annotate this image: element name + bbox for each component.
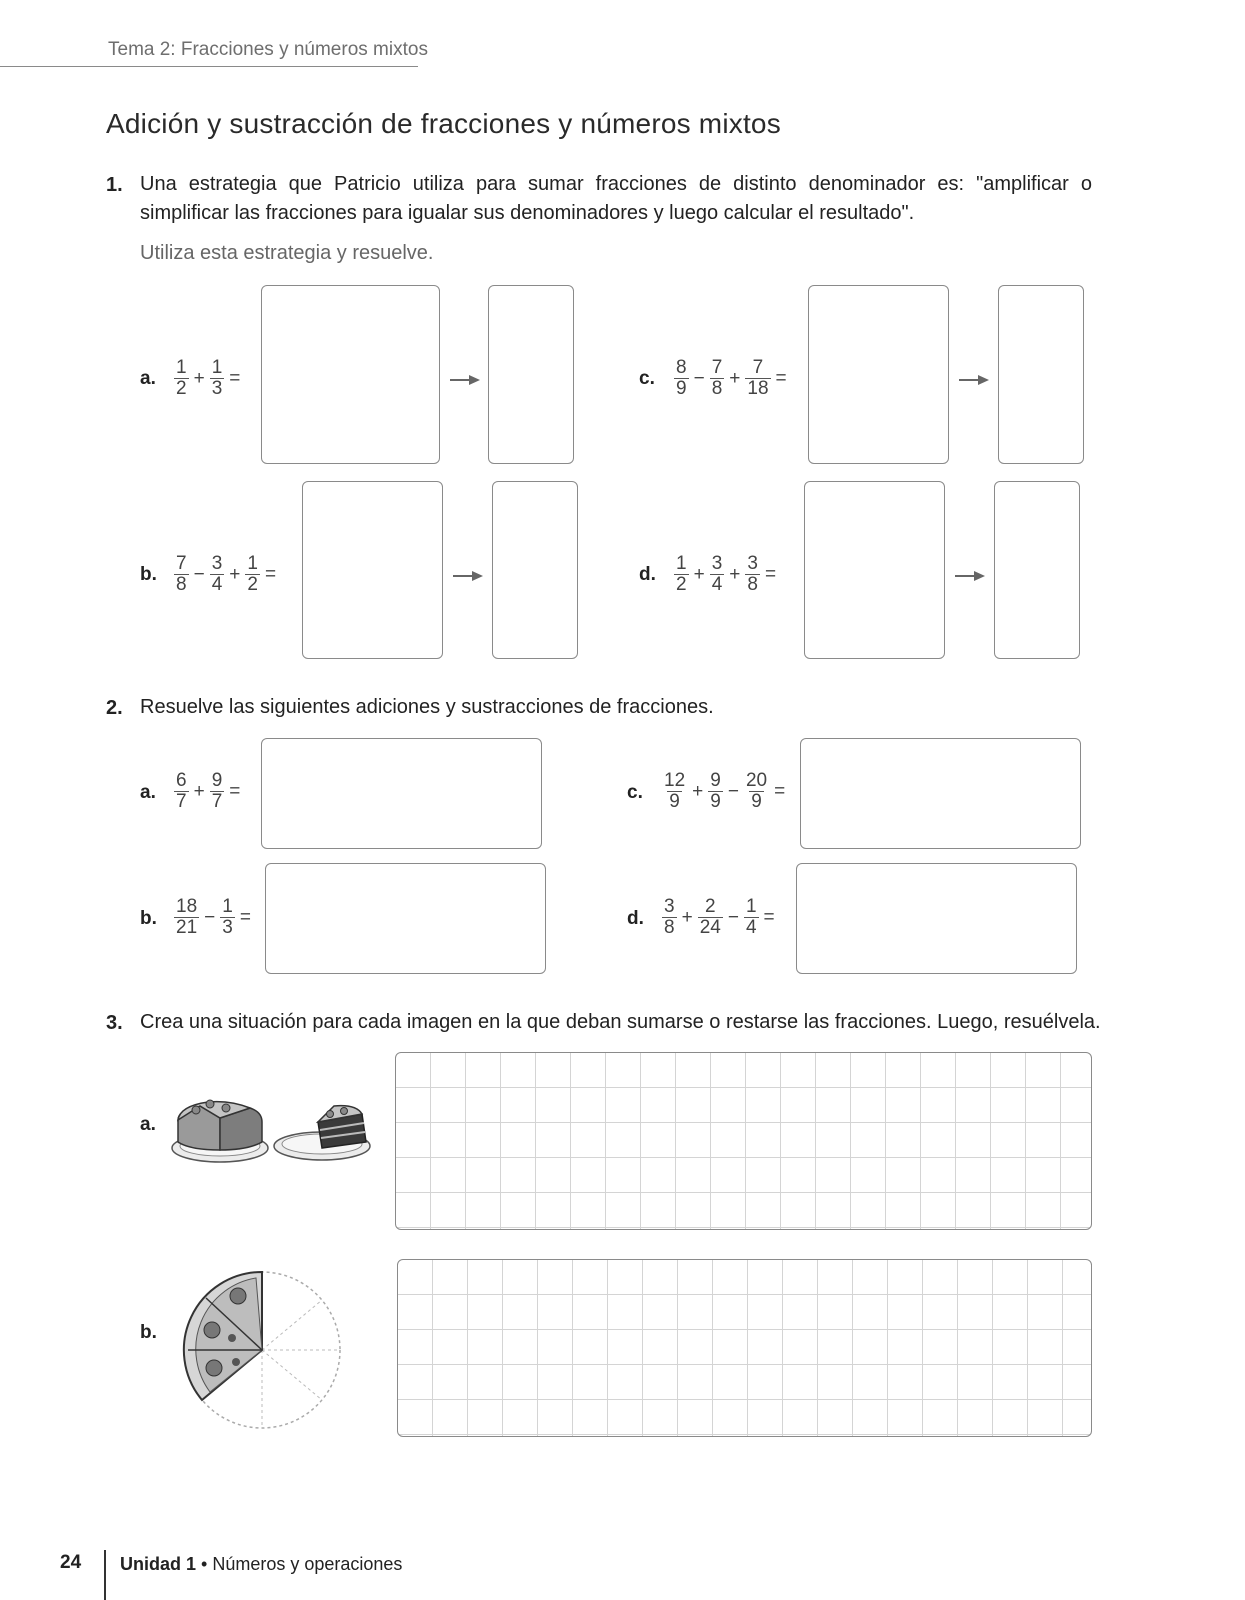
fraction: $\frac{20}{9}$	[745, 770, 768, 812]
question-1-number: 1.	[106, 174, 123, 196]
q1c-expression: $\frac{8}{9}$ − $\frac{7}{8}$ + $\frac{7}{18}$ =	[676, 357, 787, 399]
q1d-result-box[interactable]	[994, 481, 1080, 659]
question-1-instruction: Utiliza esta estrategia y resuelve.	[140, 242, 434, 264]
q1a-label: a.	[140, 368, 156, 389]
fraction: $\frac{3}{8}$	[747, 553, 758, 595]
q2b-expression: $\frac{18}{21}$ − $\frac{1}{3}$ =	[176, 896, 251, 938]
q1d-work-box[interactable]	[804, 481, 945, 659]
footer-unit: Unidad 1 • Números y operaciones	[120, 1554, 403, 1574]
q2b-label: b.	[140, 908, 157, 929]
q2b-answer-box[interactable]	[265, 863, 546, 974]
q1b-label: b.	[140, 564, 157, 585]
q3a-label: a.	[140, 1114, 156, 1135]
footer-divider	[104, 1550, 106, 1600]
page-title: Adición y sustracción de fracciones y números mixtos	[106, 108, 781, 139]
q2a-label: a.	[140, 782, 156, 803]
question-3-text: Crea una situación para cada imagen en la que deban sumarse o restarse las fracciones. Luego, resuélvela.	[140, 1011, 1101, 1033]
header-rule	[0, 66, 418, 67]
fraction: $\frac{3}{8}$	[664, 896, 675, 938]
arrow-right-icon	[958, 374, 990, 386]
q1a-work-box[interactable]	[261, 285, 440, 464]
fraction: $\frac{9}{9}$	[710, 770, 721, 812]
arrow-right-icon	[954, 570, 986, 582]
q3b-label: b.	[140, 1322, 157, 1343]
fraction: $\frac{2}{24}$	[699, 896, 721, 938]
q1c-label: c.	[639, 368, 655, 389]
fraction: $\frac{3}{4}$	[711, 553, 723, 595]
fraction: $\frac{1}{3}$	[211, 357, 223, 399]
fraction: $\frac{1}{2}$	[676, 553, 687, 595]
fraction: $\frac{7}{8}$	[176, 553, 187, 595]
q1a-result-box[interactable]	[488, 285, 574, 464]
header-topic: Tema 2: Fracciones y números mixtos	[108, 39, 428, 60]
fraction: $\frac{3}{4}$	[211, 553, 223, 595]
q2a-answer-box[interactable]	[261, 738, 542, 849]
fraction: $\frac{1}{4}$	[745, 896, 757, 938]
fraction: $\frac{12}{9}$	[664, 770, 686, 812]
fraction: $\frac{18}{21}$	[176, 896, 198, 938]
fraction: $\frac{9}{7}$	[211, 770, 223, 812]
question-3-number: 3.	[106, 1012, 123, 1034]
fraction: $\frac{7}{18}$	[747, 357, 769, 399]
q1b-result-box[interactable]	[492, 481, 578, 659]
q3b-grid-answer-area[interactable]	[397, 1259, 1092, 1437]
arrow-right-icon	[449, 374, 481, 386]
q1d-label: d.	[639, 564, 656, 585]
arrow-right-icon	[452, 570, 484, 582]
pizza-fraction-icon	[180, 1268, 346, 1436]
q2d-expression: $\frac{3}{8}$ + $\frac{2}{24}$ − $\frac{1}{4}$ =	[664, 896, 775, 938]
q1c-work-box[interactable]	[808, 285, 949, 464]
q3a-grid-answer-area[interactable]	[395, 1052, 1092, 1230]
q2c-answer-box[interactable]	[800, 738, 1081, 849]
fraction: $\frac{8}{9}$	[676, 357, 687, 399]
q1c-result-box[interactable]	[998, 285, 1084, 464]
cake-slices-icon	[170, 1092, 376, 1170]
question-2-text: Resuelve las siguientes adiciones y sustracciones de fracciones.	[140, 696, 714, 718]
q1b-expression: $\frac{7}{8}$ − $\frac{3}{4}$ + $\frac{1}{2}$ =	[176, 553, 277, 595]
q2c-expression: $\frac{12}{9}$ + $\frac{9}{9}$ − $\frac{20}{9}$ =	[664, 770, 786, 812]
q1a-expression: $\frac{1}{2}$ + $\frac{1}{3}$ =	[176, 357, 241, 399]
fraction: $\frac{1}{2}$	[247, 553, 258, 595]
q1d-expression: $\frac{1}{2}$ + $\frac{3}{4}$ + $\frac{3}{8}$ =	[676, 553, 777, 595]
question-1-text: Una estrategia que Patricio utiliza para sumar fracciones de distinto denominador es: "amplificar o simplificar las fracciones para igualar sus denominadores y luego calcular el resultado".	[140, 173, 1092, 224]
q2a-expression: $\frac{6}{7}$ + $\frac{9}{7}$ =	[176, 770, 241, 812]
q1b-work-box[interactable]	[302, 481, 443, 659]
fraction: $\frac{6}{7}$	[176, 770, 187, 812]
question-2-number: 2.	[106, 697, 123, 719]
fraction: $\frac{7}{8}$	[711, 357, 723, 399]
fraction: $\frac{1}{2}$	[176, 357, 187, 399]
q2c-label: c.	[627, 782, 643, 803]
q2d-answer-box[interactable]	[796, 863, 1077, 974]
fraction: $\frac{1}{3}$	[222, 896, 233, 938]
page-number: 24	[60, 1552, 82, 1573]
q2d-label: d.	[627, 908, 644, 929]
